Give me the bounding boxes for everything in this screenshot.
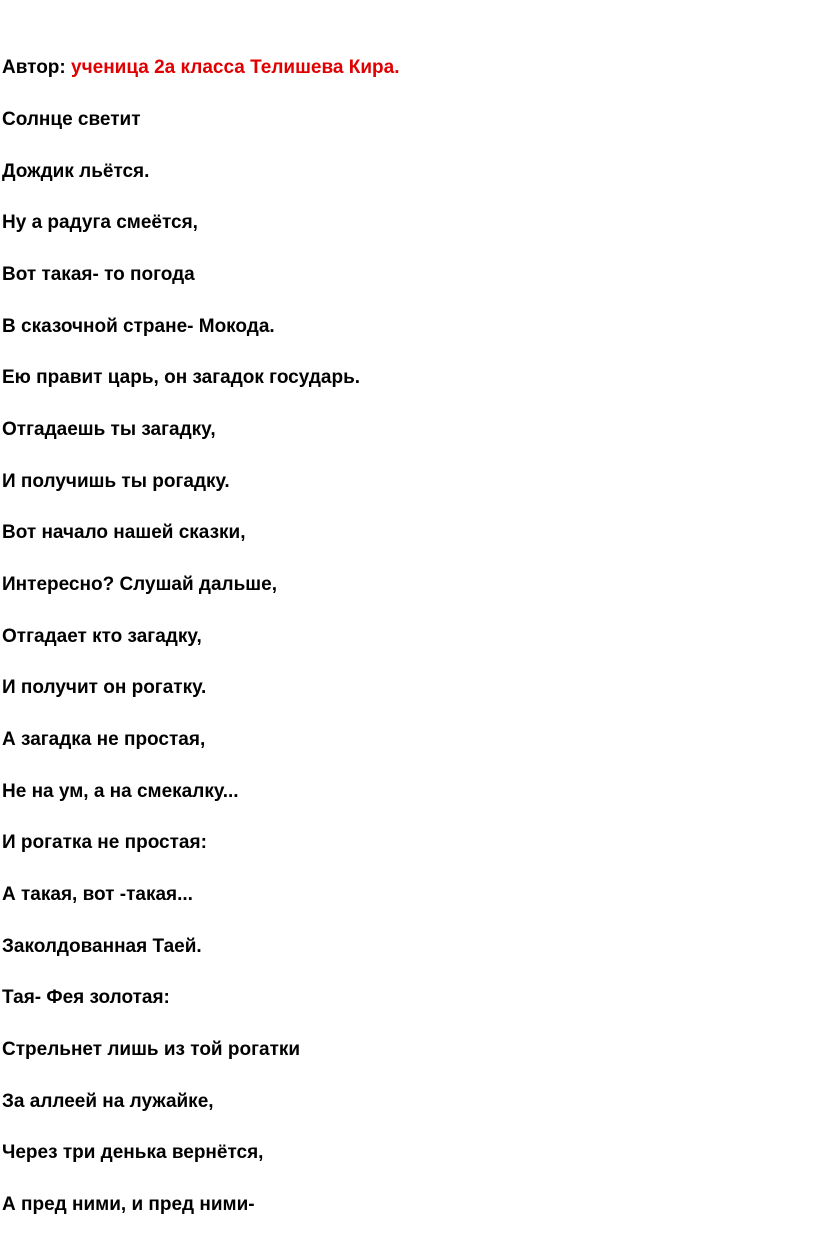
poem-line: Заколдованная Таей. bbox=[2, 936, 202, 957]
poem-line: Через три денька вернётся, bbox=[2, 1142, 264, 1163]
poem-line: Не на ум, а на смекалку... bbox=[2, 781, 239, 802]
poem-line: Ею правит царь, он загадок государь. bbox=[2, 367, 361, 388]
poem-line: И получит он рогатку. bbox=[2, 677, 207, 698]
poem-line: И получишь ты рогадку. bbox=[2, 471, 230, 492]
poem-line: Вот начало нашей сказки, bbox=[2, 522, 246, 543]
author-name: ученица 2а класса Телишева Кира. bbox=[71, 57, 400, 78]
poem-line: Отгадает кто загадку, bbox=[2, 626, 202, 647]
poem-line: Стрельнет лишь из той рогатки bbox=[2, 1039, 301, 1060]
poem-line: За аллеей на лужайке, bbox=[2, 1091, 214, 1112]
poem-line: Солнце светит bbox=[2, 109, 141, 130]
poem-line: А такая, вот -такая... bbox=[2, 884, 193, 905]
poem-line: А загадка не простая, bbox=[2, 729, 206, 750]
poem-line: Тая- Фея золотая: bbox=[2, 987, 170, 1008]
poem-line: Дождик льётся. bbox=[2, 161, 150, 182]
poem-line: Интересно? Слушай дальше, bbox=[2, 574, 277, 595]
author-label: Автор: bbox=[2, 57, 66, 78]
poem-line: В сказочной стране- Мокода. bbox=[2, 316, 275, 337]
poem-line: А пред ними, и пред ними- bbox=[2, 1194, 255, 1215]
author-line bbox=[2, 56, 400, 80]
poem-line: И рогатка не простая: bbox=[2, 832, 207, 853]
poem-line: Отгадаешь ты загадку, bbox=[2, 419, 216, 440]
poem-line: Ну а радуга смеётся, bbox=[2, 212, 198, 233]
poem-line: Вот такая- то погода bbox=[2, 264, 195, 285]
